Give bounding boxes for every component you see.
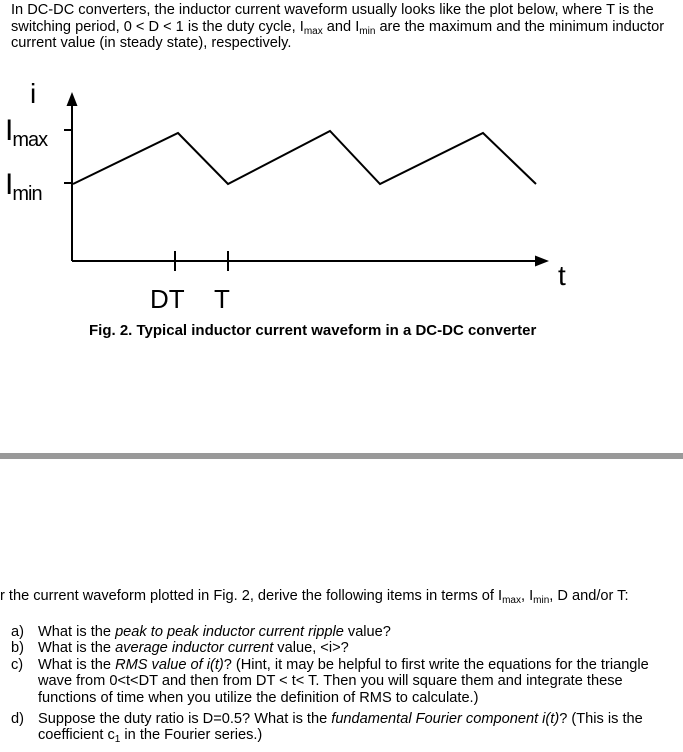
intro-line-1: In DC-DC converters, the inductor current waveform usually looks like the plot below, where T is the	[11, 2, 654, 18]
x-axis-label: t	[558, 260, 566, 291]
waveform-plot	[0, 78, 683, 348]
questions-intro: r the current waveform plotted in Fig. 2, derive the following items in terms of $I_{max}$, $I_{min}$, D and/or T:	[0, 588, 629, 606]
intro-line-2: switching period, 0 < D < 1 is the duty cycle, $I_{max}$ and $I_{min}$ are the maximum and the minimum inductor	[11, 18, 665, 37]
imin-label: $I_{min}$	[5, 168, 42, 205]
waveform-figure	[0, 78, 683, 348]
imax-label: $I_{max}$	[5, 114, 48, 151]
figure-caption: Fig. 2. Typical inductor current waveform in a DC-DC converter	[89, 322, 537, 339]
y-axis-label: i	[30, 78, 37, 109]
y-axis-arrow	[67, 92, 78, 106]
intro-paragraph	[11, 2, 683, 52]
intro-line-3: current value (in steady state), respectively.	[11, 35, 292, 51]
current-waveform	[73, 131, 536, 184]
section-divider	[0, 453, 683, 459]
dt-label: DT	[150, 284, 185, 314]
period-label: T	[214, 284, 230, 314]
x-axis-arrow	[535, 256, 549, 267]
